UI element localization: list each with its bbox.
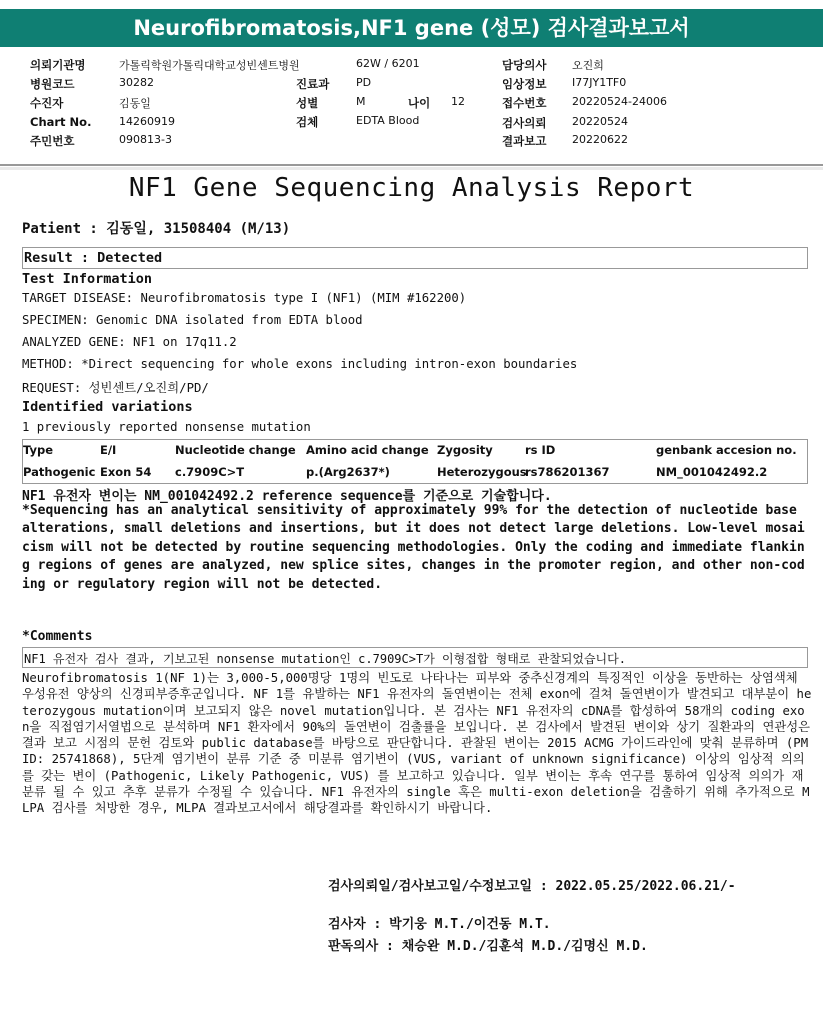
hospital-code-value: 30282 [119, 76, 154, 89]
dept-label: 진료과 [296, 77, 330, 91]
header-divider [0, 164, 823, 166]
variant-rsid: rs786201367 [525, 465, 610, 479]
report-date-value: 20220622 [572, 133, 628, 146]
variant-nucleotide: c.7909C>T [175, 465, 245, 479]
hospital-code-label: 병원코드 [30, 77, 75, 91]
analyzed-gene: ANALYZED GENE: NF1 on 17q11.2 [22, 335, 237, 349]
table-header-ei: E/I [100, 443, 117, 457]
request-date-value: 20220524 [572, 115, 628, 128]
signature-dates: 검사의뢰일/검사보고일/수정보고일 : 2022.05.25/2022.06.21/- [328, 879, 736, 894]
hospital-value: 가톨릭학원가톨릭대학교성빈센트병원 [119, 59, 300, 72]
variant-genbank: NM_001042492.2 [656, 465, 768, 479]
specimen-value: EDTA Blood [356, 114, 420, 127]
result-text: Result : Detected [24, 250, 163, 266]
clinical-value: I77JY1TF0 [572, 76, 627, 89]
table-header-nucleotide: Nucleotide change [175, 443, 296, 457]
test-info-heading: Test Information [22, 271, 153, 287]
age-label: 나이 [408, 96, 431, 110]
variations-heading: Identified variations [22, 399, 193, 415]
report-date-label: 결과보고 [502, 134, 547, 148]
request-date-label: 검사의뢰 [502, 116, 547, 130]
variant-type: Pathogenic [23, 465, 96, 479]
clinical-label: 임상정보 [502, 77, 547, 91]
hospital-label: 의뢰기관명 [30, 58, 86, 72]
comments-summary: NF1 유전자 검사 결과, 기보고된 nonsense mutation인 c.7909C>T가 이형접합 형태로 관찰되었습니다. [24, 652, 626, 666]
rrn-label: 주민번호 [30, 134, 75, 148]
request-line: REQUEST: 성빈센트/오진희/PD/ [22, 381, 209, 395]
comments-heading: *Comments [22, 629, 93, 644]
chart-value: 14260919 [119, 115, 175, 128]
report-banner-title: Neurofibromatosis,NF1 gene (성모) 검사결과보고서 [0, 9, 823, 47]
patient-label: 수진자 [30, 96, 64, 110]
patient-line: Patient : 김동일, 31508404 (M/13) [22, 221, 291, 237]
patient-value: 김동일 [119, 97, 151, 110]
rrn-value: 090813-3 [119, 133, 172, 146]
dept-value: PD [356, 76, 372, 89]
variant-amino-acid: p.(Arg2637*) [306, 465, 390, 479]
sex-value: M [356, 95, 366, 108]
variant-zygosity: Heterozygous [437, 465, 527, 479]
table-header-amino-acid: Amino acid change [306, 443, 429, 457]
receipt-value: 20220524-24006 [572, 95, 667, 108]
method-line: METHOD: *Direct sequencing for whole exons including intron-exon boundaries [22, 357, 578, 371]
specimen-line: SPECIMEN: Genomic DNA isolated from EDTA blood [22, 313, 363, 327]
variant-exon: Exon 54 [100, 465, 152, 479]
reference-note: NF1 유전자 변이는 NM_001042492.2 reference sequence를 기준으로 기술합니다. [22, 489, 552, 504]
chart-label: Chart No. [30, 115, 92, 129]
table-header-type: Type [23, 443, 54, 457]
table-header-rsid: rs ID [525, 443, 556, 457]
doctor-value: 오진희 [572, 59, 604, 72]
age-value: 12 [451, 95, 465, 108]
table-header-genbank: genbank accesion no. [656, 443, 797, 457]
signature-physicians: 판독의사 : 채승완 M.D./김훈석 M.D./김명신 M.D. [328, 939, 648, 954]
report-title: NF1 Gene Sequencing Analysis Report [128, 173, 695, 203]
receipt-label: 접수번호 [502, 96, 547, 110]
ward-value: 62W / 6201 [356, 57, 420, 70]
signature-technicians: 검사자 : 박기웅 M.T./이건동 M.T. [328, 917, 551, 932]
header-divider-shadow [0, 167, 823, 170]
table-header-zygosity: Zygosity [437, 443, 493, 457]
comments-body: Neurofibromatosis 1(NF 1)는 3,000-5,000명당 1명의 빈도로 나타나는 피부와 중추신경계의 특징적인 이상을 동반하는 상염색체 우성유전 양상의 신경피부증후군입니다. NF 1를 유발하는 NF1 유전자의 돌연변이는 전체 exon에 걸쳐 돌연변이가 발견되고 대부분이 heterozygous mutation이며 보고되지 않은 novel mutation입니다. 본 검사는 NF1 유전자의 cDNA를 합성하여 58개의 coding exon을 직접염기서열법으로 분석하며 NF1 환자에서 90%의 돌연변이 검출률을 보입니다. 본 검사에서 발견된 변이와 상기 질환과의 연관성은 결과 보고 시점의 문헌 검토와 public database를 바탕으로 판단합니다. 관찰된 변이는 2015 ACMG 가이드라인에 맞춰 분류하며 (PMID: 25741868), 5단계 염기변이 분류 기준 중 미분류 염기변이 (VUS, variant of unknown significance) 이상의 임상적 의의를 갖는 변이 (Pathogenic, Likely Pathogenic, VUS) 를 보고하고 있습니다. 일부 변이는 후속 연구를 통하여 임상적 의의가 재분류 될 수 있고 추후 분류가 수정될 수 있습니다. NF1 유전자의 single 혹은 multi-exon deletion을 검출하기 위해 추가적으로 MLPA 검사를 처방한 경우, MLPA 결과보고서에서 해당결과를 확인하시기 바랍니다. [22, 671, 812, 815]
doctor-label: 담당의사 [502, 58, 547, 72]
target-disease: TARGET DISEASE: Neurofibromatosis type I (NF1) (MIM #162200) [22, 291, 467, 305]
sensitivity-note: *Sequencing has an analytical sensitivity of approximately 99% for the detection of nucleotide base alterations, small deletions and insertions, but it does not detect large deletions. Low-level mosaicism will not be detected by routine sequencing methodologies. Only the coding and immediate flanking regions of genes are analyzed, new splice sites, changes in the promoter region, and other non-coding or regulatory region will not be detected. [22, 503, 805, 592]
sex-label: 성별 [296, 96, 319, 110]
specimen-label: 검체 [296, 115, 319, 129]
patient-header [0, 52, 823, 160]
variations-summary: 1 previously reported nonsense mutation [22, 420, 311, 434]
